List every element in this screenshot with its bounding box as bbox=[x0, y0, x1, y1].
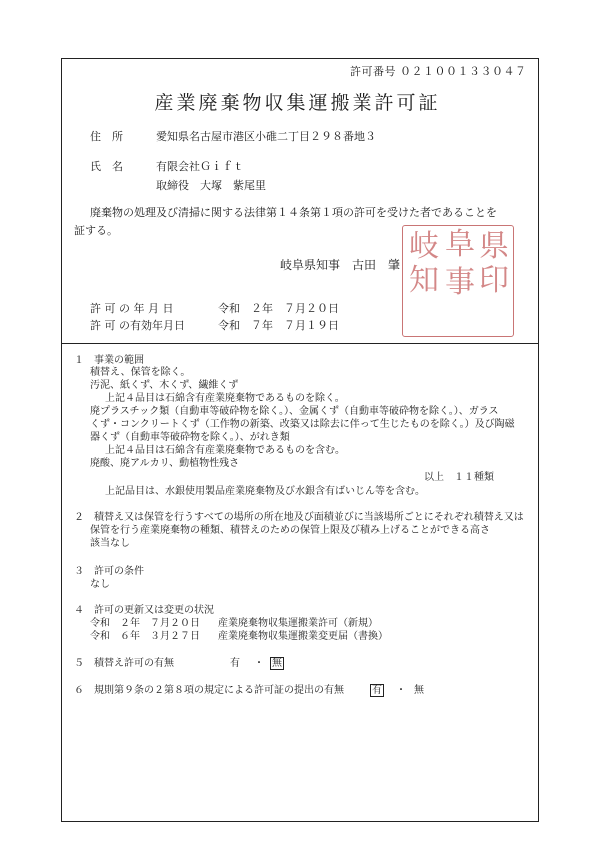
update-description: 産業廃棄物収集運搬業許可（新規） bbox=[218, 618, 378, 629]
seal-char: 県 bbox=[479, 229, 509, 264]
section5-yes: 有 bbox=[230, 658, 240, 669]
section4-heading: ４ 許可の更新又は変更の状況 bbox=[74, 605, 214, 616]
section2-line: 保管を行う産業廃棄物の種類、積替えのための保管上限及び積み上げることができる高さ bbox=[90, 525, 490, 536]
section3-value: なし bbox=[90, 579, 110, 590]
update-date: 令和 ２年 ７月２０日 bbox=[90, 618, 200, 629]
seal-char: 事 bbox=[445, 265, 475, 300]
section1-line: 積替え、保管を除く。 bbox=[90, 367, 191, 378]
section5-label: ５ 積替え許可の有無 bbox=[74, 658, 174, 669]
certification-text-line1: 廃棄物の処理及び清掃に関する法律第１４条第１項の許可を受けた者であることを bbox=[90, 206, 497, 219]
seal-char: 印 bbox=[479, 263, 509, 298]
official-seal-stamp bbox=[402, 225, 514, 337]
section5-separator: ・ bbox=[254, 658, 264, 669]
section6-separator: ・ bbox=[396, 685, 406, 696]
section1-line: 廃プラスチック類（自動車等破砕物を除く。）、金属くず（自動車等破砕物を除く。）、ガラス bbox=[90, 406, 499, 417]
update-description: 産業廃棄物収集運搬業変更届（書換） bbox=[218, 631, 388, 642]
section1-line: 上記４品目は石綿含有産業廃棄物であるものを除く。 bbox=[105, 393, 345, 404]
section2-value: 該当なし bbox=[90, 538, 130, 549]
section6-label: ６ 規則第９条の２第８項の規定による許可証の提出の有無 bbox=[74, 685, 344, 696]
issuer-name: 岐阜県知事 古田 肇 bbox=[280, 258, 401, 272]
section6-no: 無 bbox=[414, 685, 424, 696]
address-label: 住 所 bbox=[90, 130, 123, 143]
name-label: 氏 名 bbox=[90, 160, 123, 173]
update-date: 令和 ６年 ３月２７日 bbox=[90, 631, 200, 642]
representative-name: 取締役 大塚 紫尾里 bbox=[156, 179, 266, 192]
section1-line: 汚泥、紙くず、木くず、繊維くず bbox=[90, 380, 239, 391]
section1-line: 廃酸、廃アルカリ、動植物性残さ bbox=[90, 458, 240, 469]
expiry-date-label: 許 可 の有効年月日 bbox=[90, 319, 185, 332]
section1-line: 上記４品目は石綿含有産業廃棄物であるものを含む。 bbox=[105, 445, 345, 456]
section5-no-selected: 無 bbox=[272, 658, 282, 669]
certificate-title: 産業廃棄物収集運搬業許可証 bbox=[154, 92, 441, 114]
section1-line: 上記品目は、水銀使用製品産業廃棄物及び水銀含有ばいじん等を含む。 bbox=[105, 486, 425, 497]
section6-yes-selected: 有 bbox=[372, 685, 382, 696]
permit-number: 許可番号 ０２１００１３３０４７ bbox=[350, 65, 527, 78]
address-value: 愛知県名古屋市港区小碓二丁目２９８番地３ bbox=[156, 130, 376, 143]
certification-text-line2: 証する。 bbox=[74, 224, 118, 237]
expiry-date-value: 令和 ７年 ７月１９日 bbox=[218, 319, 339, 332]
company-name: 有限会社Ｇｉｆｔ bbox=[156, 160, 244, 173]
seal-char: 阜 bbox=[445, 227, 475, 262]
permit-date-value: 令和 ２年 ７月２０日 bbox=[218, 302, 339, 315]
seal-char: 岐 bbox=[409, 229, 439, 264]
section1-line: くず・コンクリートくず（工作物の新築、改築又は除去に伴って生じたものを除く。）及び陶磁 bbox=[90, 419, 515, 430]
seal-char: 知 bbox=[409, 263, 439, 298]
section3-heading: ３ 許可の条件 bbox=[74, 566, 144, 577]
section2-line: ２ 積替え又は保管を行うすべての場所の所在地及び面積並びに当該場所ごとにそれぞれ積替え又は bbox=[74, 512, 524, 523]
section-divider bbox=[61, 343, 539, 344]
permit-date-label: 許 可 の 年 月 日 bbox=[90, 302, 174, 315]
item-count: 以上 １１種類 bbox=[424, 472, 494, 483]
section1-line: 器くず（自動車等破砕物を除く。）、がれき類 bbox=[90, 432, 290, 443]
section1-heading: １ 事業の範囲 bbox=[74, 355, 144, 366]
